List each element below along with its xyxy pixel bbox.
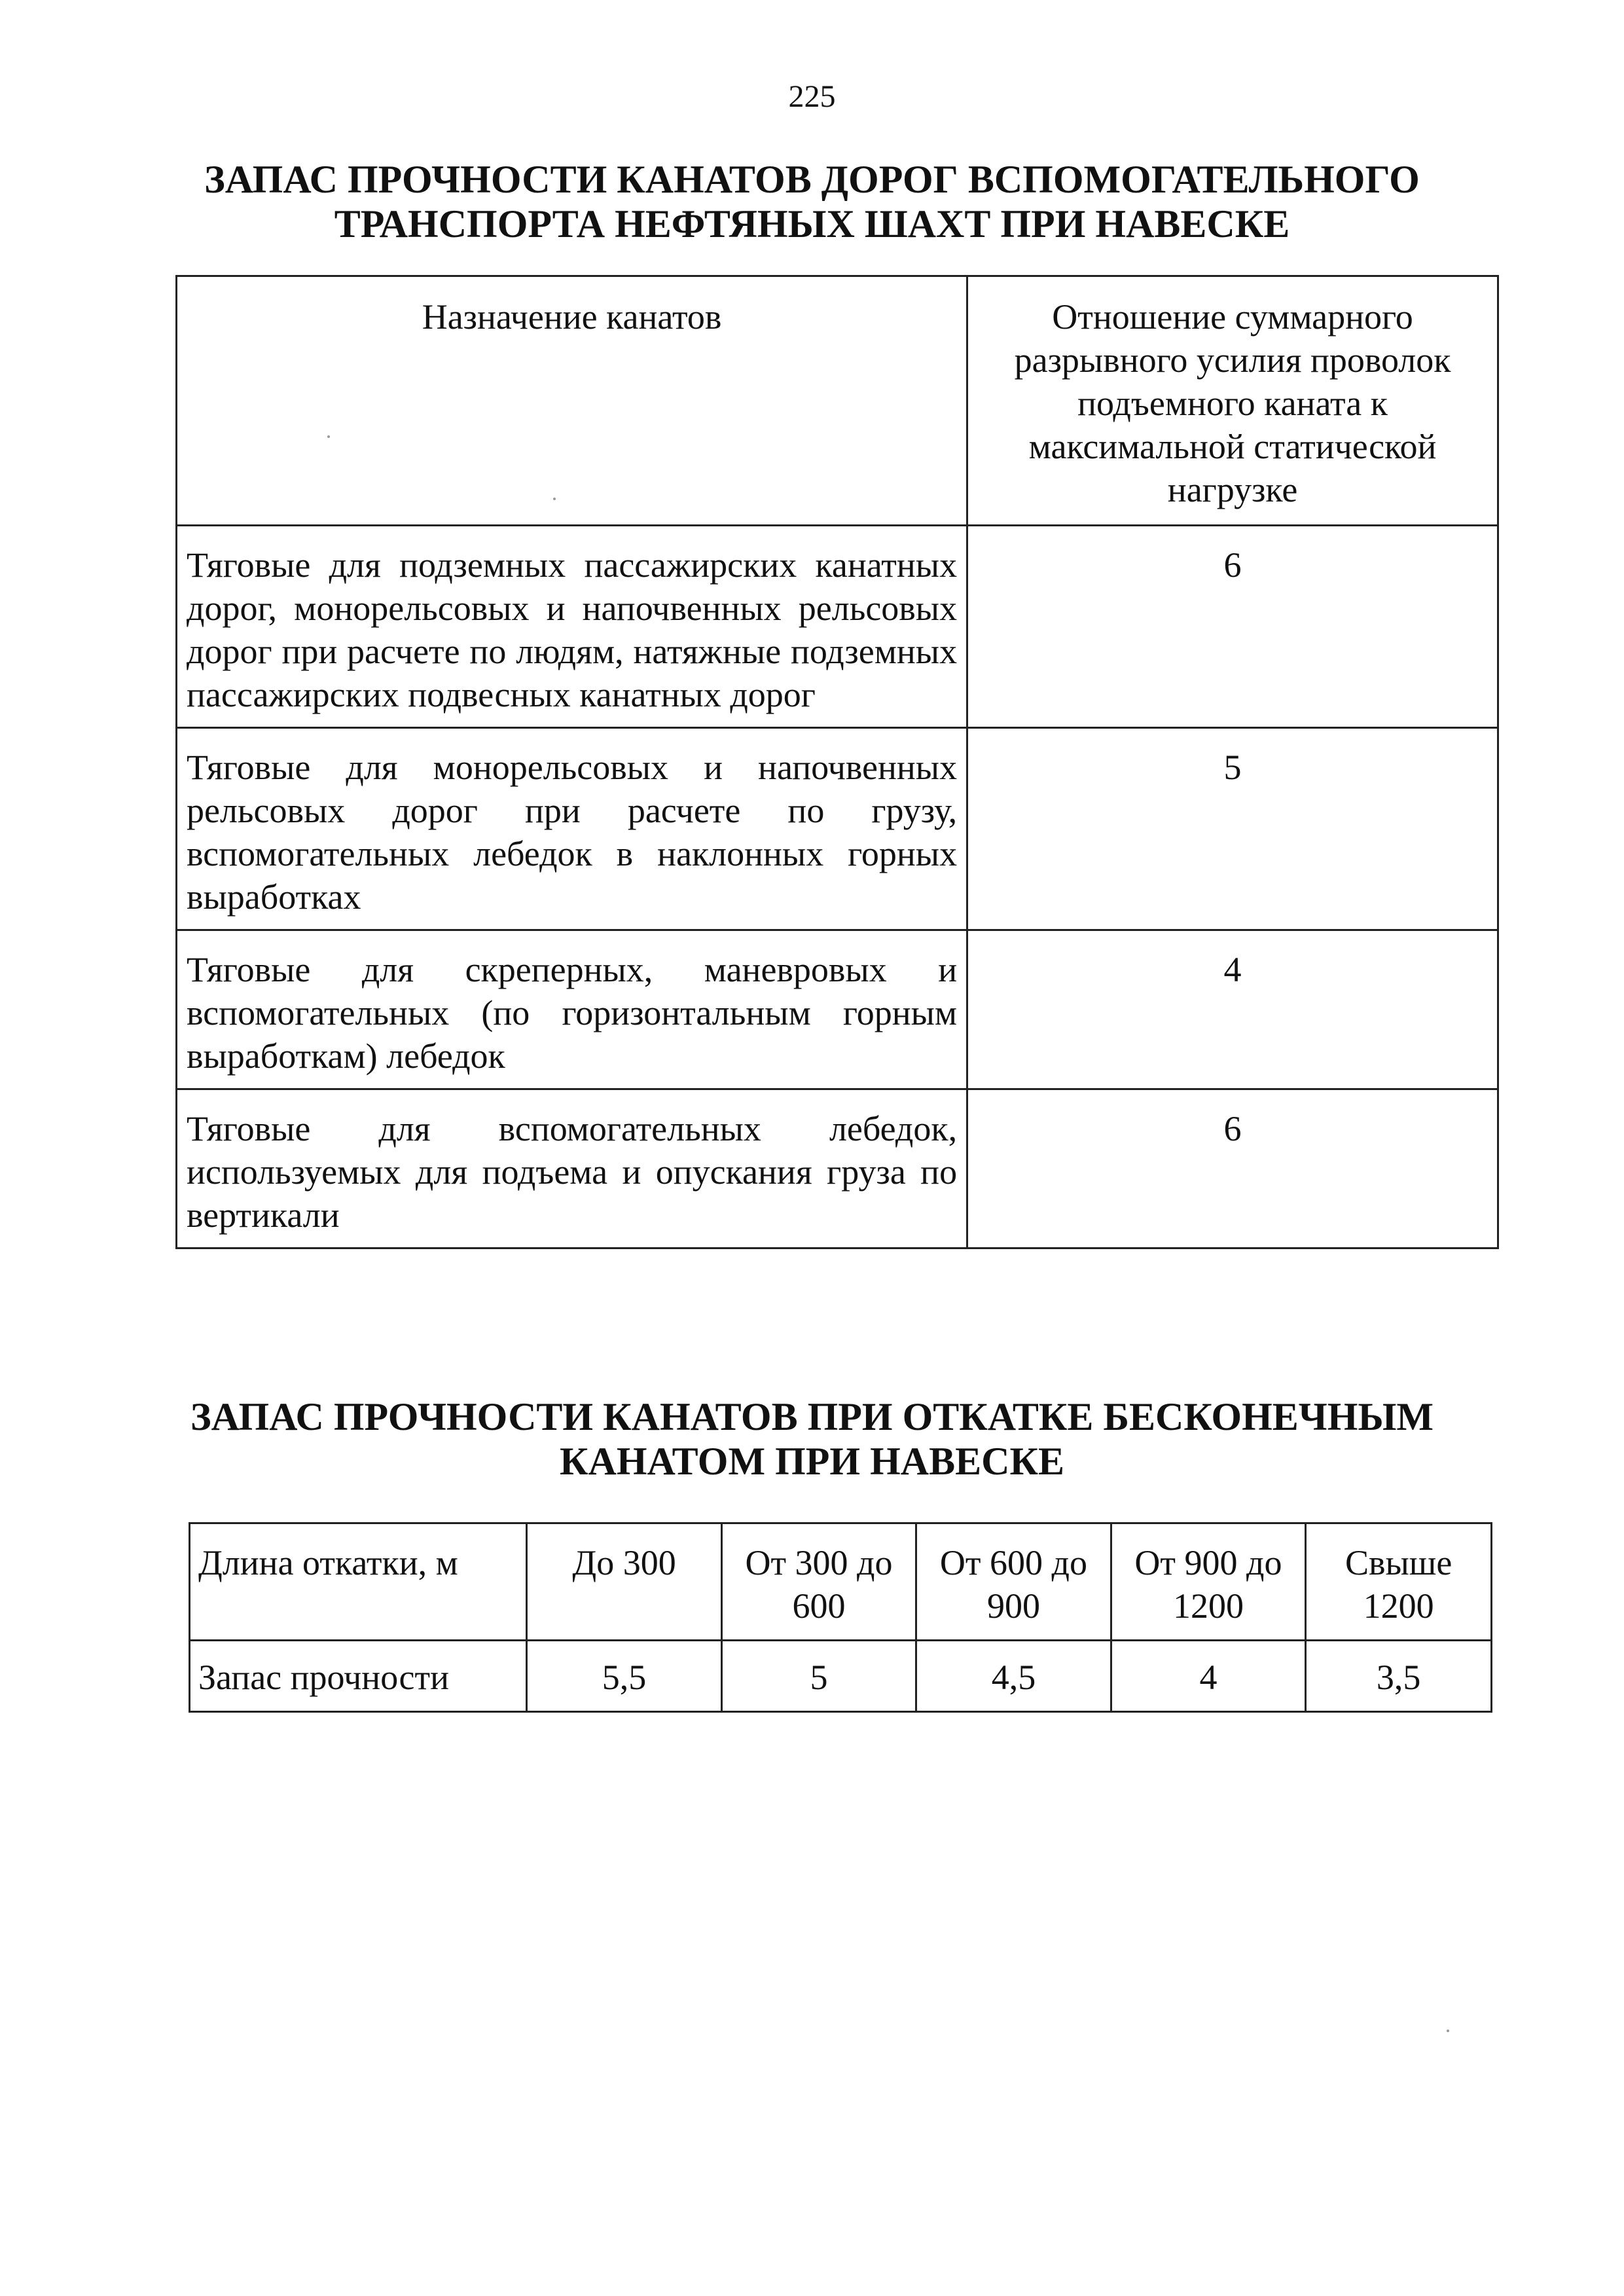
- length-cell: От 300 до 600: [721, 1523, 916, 1641]
- scan-speck: [327, 435, 330, 438]
- section1-title-line: ЗАПАС ПРОЧНОСТИ КАНАТОВ ДОРОГ ВСПОМОГАТЕЛЬНОГО: [204, 158, 1420, 201]
- section2-title-line: КАНАТОМ ПРИ НАВЕСКЕ: [560, 1440, 1064, 1483]
- rope-purpose-table: [175, 275, 1499, 1249]
- row-value: 6: [967, 1089, 1498, 1248]
- length-cell: От 600 до 900: [916, 1523, 1111, 1641]
- row-purpose: Тяговые для подземных пассажирских канатных дорог, монорельсовых и напочвенных рельсовых дорог при расчете по людям, натяжные подземных пассажирских подвесных канатных дорог: [177, 526, 967, 728]
- header-purpose: Назначение канатов: [177, 276, 967, 526]
- row-purpose: Тяговые для вспомогательных лебедок, используемых для подъема и опускания груза по вертикали: [177, 1089, 967, 1248]
- safety-cell: 5: [721, 1641, 916, 1712]
- safety-row: [190, 1641, 1492, 1712]
- safety-label: Запас прочности: [190, 1641, 527, 1712]
- length-cell: От 900 до 1200: [1111, 1523, 1306, 1641]
- table-row: [177, 930, 1498, 1089]
- row-purpose: Тяговые для скреперных, маневровых и вспомогательных (по горизонтальным горным выработкам) лебедок: [177, 930, 967, 1089]
- row-value: 4: [967, 930, 1498, 1089]
- scan-speck: [1447, 2030, 1449, 2032]
- haulage-safety-table: [189, 1522, 1492, 1713]
- safety-cell: 3,5: [1306, 1641, 1492, 1712]
- length-cell: Свыше 1200: [1306, 1523, 1492, 1641]
- length-cell: До 300: [527, 1523, 721, 1641]
- section2-title-line: ЗАПАС ПРОЧНОСТИ КАНАТОВ ПРИ ОТКАТКЕ БЕСКОНЕЧНЫМ: [190, 1395, 1434, 1438]
- scan-speck: [553, 498, 556, 500]
- table-header-row: [177, 276, 1498, 526]
- header-ratio: Отношение суммарного разрывного усилия проволок подъемного каната к максимальной статической нагрузке: [967, 276, 1498, 526]
- safety-cell: 4,5: [916, 1641, 1111, 1712]
- table-row: [177, 526, 1498, 728]
- table-row: [177, 1089, 1498, 1248]
- section2-title: [0, 1394, 1624, 1484]
- safety-cell: 4: [1111, 1641, 1306, 1712]
- row-value: 6: [967, 526, 1498, 728]
- length-label: Длина откатки, м: [190, 1523, 527, 1641]
- row-purpose: Тяговые для монорельсовых и напочвенных рельсовых дорог при расчете по грузу, вспомогательных лебедок в наклонных горных выработках: [177, 728, 967, 930]
- table-row: [177, 728, 1498, 930]
- safety-cell: 5,5: [527, 1641, 721, 1712]
- section1-title: [0, 157, 1624, 246]
- length-row: [190, 1523, 1492, 1641]
- row-value: 5: [967, 728, 1498, 930]
- section1-title-line: ТРАНСПОРТА НЕФТЯНЫХ ШАХТ ПРИ НАВЕСКЕ: [334, 202, 1290, 246]
- page-number: 225: [788, 79, 836, 114]
